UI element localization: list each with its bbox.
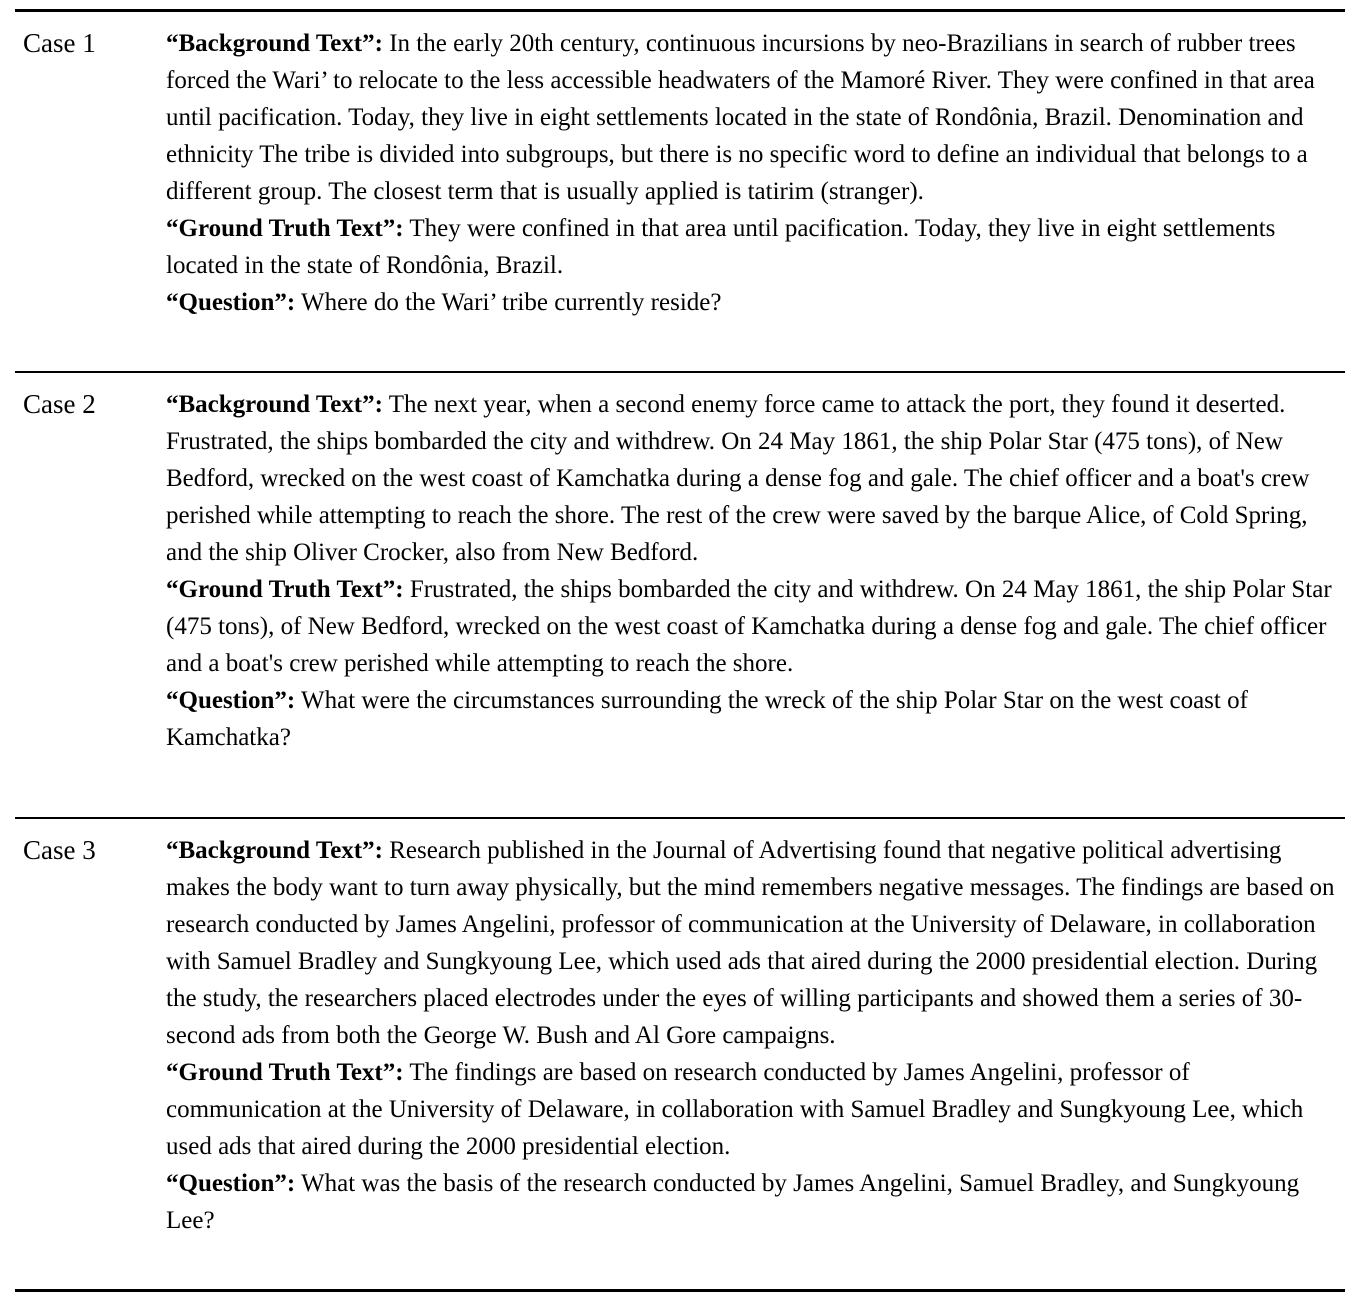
case-content — [166, 25, 1345, 359]
background-label: “Background Text”: — [166, 391, 383, 418]
background-text — [166, 386, 1341, 571]
background-value: The next year, when a second enemy force came to attack the port, they found it deserted. Frustrated, the ships bombarded the city and withdrew. On 24 May 1861, the ship Polar Star (475 tons), of New Bedford, wrecked on the west coast of Kamchatka during a dense fog and gale. The chief officer and a boat's crew perished while attempting to reach the shore. The rest of the crew were saved by the barque Alice, of Cold Spring, and the ship Oliver Crocker, also from New Bedford. — [166, 391, 1310, 566]
ground-truth-value: The findings are based on research conducted by James Angelini, professor of communication at the University of Delaware, in collaboration with Samuel Bradley and Sungkyoung Lee, which used ads that aired during the 2000 presidential election. — [166, 1059, 1304, 1160]
case-content — [166, 386, 1345, 805]
background-label: “Background Text”: — [166, 837, 383, 864]
case-row — [15, 12, 1345, 371]
ground-truth-text — [166, 1054, 1341, 1165]
question-value: What was the basis of the research conducted by James Angelini, Samuel Bradley, and Sungkyoung Lee? — [166, 1170, 1300, 1234]
case-row — [15, 371, 1345, 817]
ground-truth-value: They were confined in that area until pacification. Today, they live in eight settlements located in the state of Rondônia, Brazil. — [166, 215, 1276, 279]
background-value: Research published in the Journal of Advertising found that negative political advertising makes the body want to turn away physically, but the mind remembers negative messages. The findings are based on research conducted by James Angelini, professor of communication at the University of Delaware, in collaboration with Samuel Bradley and Sungkyoung Lee, which used ads that aired during the 2000 presidential election. During the study, the researchers placed electrodes under the eyes of willing participants and showed them a series of 30-second ads from both the George W. Bush and Al Gore campaigns. — [166, 837, 1335, 1049]
question-text — [166, 682, 1341, 756]
ground-truth-text — [166, 571, 1341, 682]
question-label: “Question”: — [166, 1170, 296, 1197]
ground-truth-value: Frustrated, the ships bombarded the city and withdrew. On 24 May 1861, the ship Polar Star (475 tons), of New Bedford, wrecked on the west coast of Kamchatka during a dense fog and gale. The chief officer and a boat's crew perished while attempting to reach the shore. — [166, 576, 1332, 677]
question-text — [166, 284, 1341, 321]
background-text — [166, 25, 1341, 210]
question-label: “Question”: — [166, 289, 296, 316]
ground-truth-text — [166, 210, 1341, 284]
case-row — [15, 817, 1345, 1289]
ground-truth-label: “Ground Truth Text”: — [166, 215, 404, 242]
question-label: “Question”: — [166, 687, 296, 714]
background-text — [166, 832, 1341, 1054]
background-label: “Background Text”: — [166, 30, 383, 57]
case-table — [15, 9, 1345, 1292]
ground-truth-label: “Ground Truth Text”: — [166, 1059, 404, 1086]
question-value: What were the circumstances surrounding the wreck of the ship Polar Star on the west coast of Kamchatka? — [166, 687, 1248, 751]
question-text — [166, 1165, 1341, 1239]
case-label: Case 3 — [23, 835, 96, 865]
ground-truth-label: “Ground Truth Text”: — [166, 576, 404, 603]
background-value: In the early 20th century, continuous incursions by neo-Brazilians in search of rubber trees forced the Wari’ to relocate to the less accessible headwaters of the Mamoré River. They were confined in that area until pacification. Today, they live in eight settlements located in the state of Rondônia, Brazil. Denomination and ethnicity The tribe is divided into subgroups, but there is no specific word to define an individual that belongs to a different group. The closest term that is usually applied is tatirim (stranger). — [166, 30, 1315, 205]
case-label: Case 1 — [23, 28, 96, 58]
case-content — [166, 832, 1345, 1277]
case-label: Case 2 — [23, 389, 96, 419]
question-value: Where do the Wari’ tribe currently reside? — [301, 289, 722, 316]
